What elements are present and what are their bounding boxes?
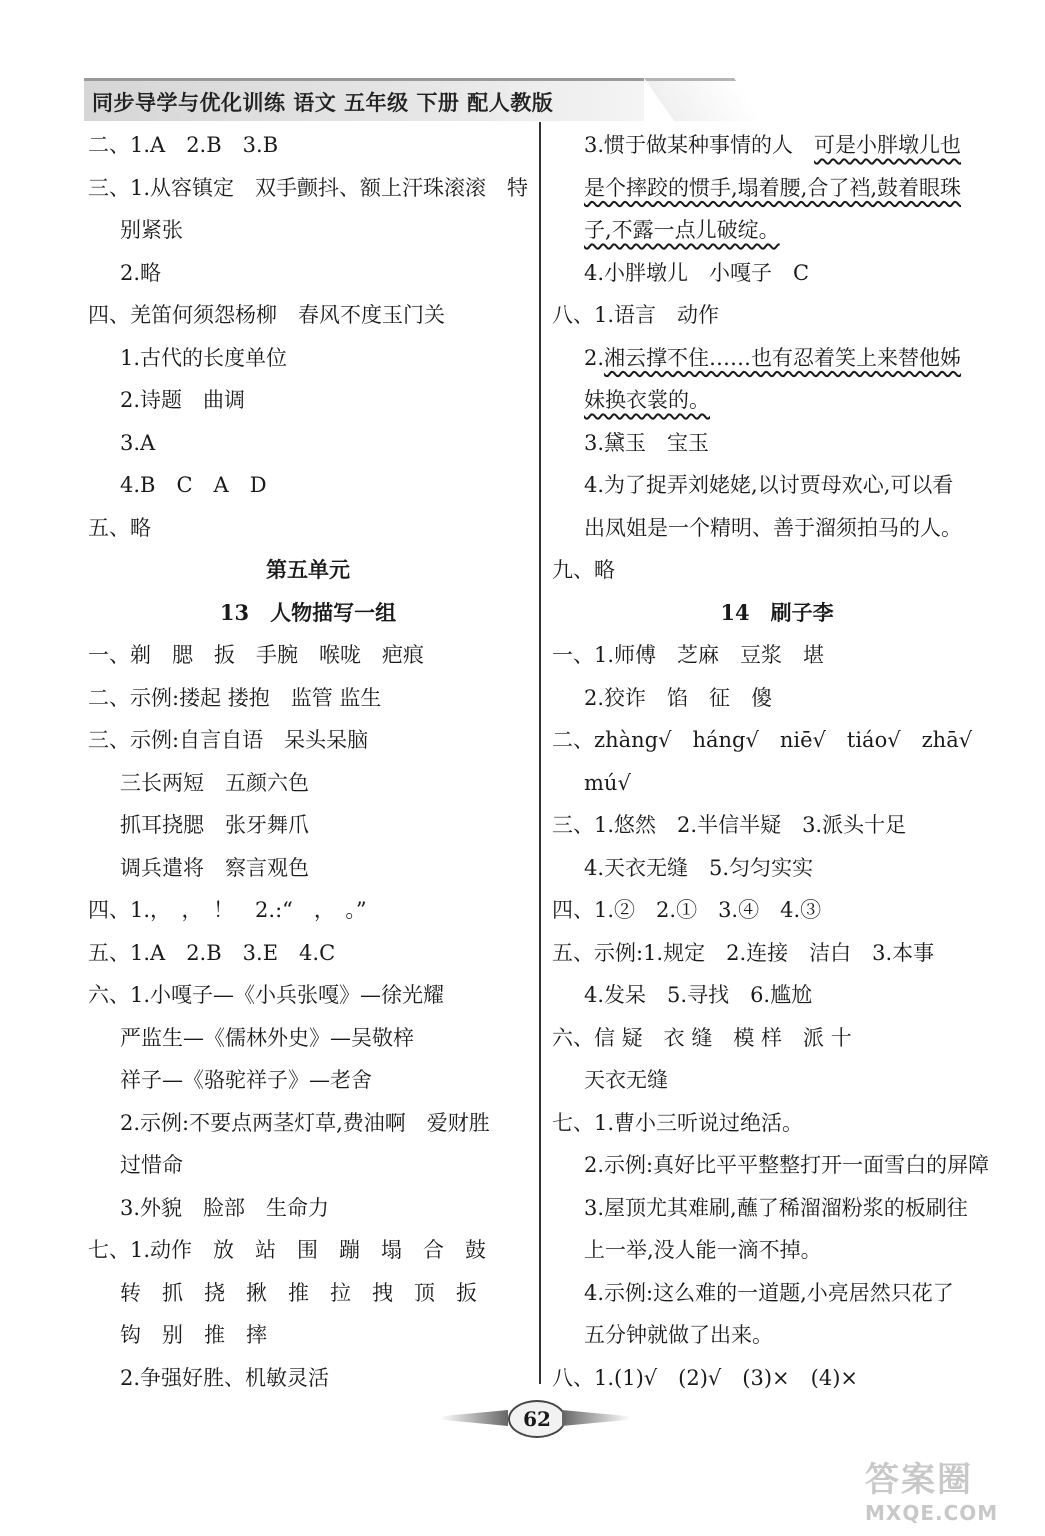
- answer-line: [552, 677, 1002, 720]
- watermark-mark: 答案圈: [865, 1460, 973, 1500]
- answer-line: [88, 719, 528, 762]
- answer-text: 4.B C A D: [120, 473, 267, 497]
- answer-text: 钩 别 推 摔: [120, 1323, 267, 1347]
- underlined-text: 可是小胖墩儿也: [814, 133, 962, 157]
- answer-line: [552, 762, 1002, 805]
- answer-text: 三长两短 五颜六色: [120, 770, 309, 795]
- answer-line: [88, 677, 528, 720]
- answer-text: 2.狡诈 馅 征 傻: [584, 685, 773, 710]
- answer-line: [88, 634, 528, 677]
- answer-text: 2.: [584, 345, 605, 370]
- answer-text: 四、1.， ， ！ 2.:“ ， 。”: [88, 898, 367, 922]
- answer-line: [88, 762, 528, 805]
- answer-text: 3.屋顶尤其难刷,蘸了稀溜溜粉浆的板刷往: [584, 1195, 968, 1220]
- answer-line: [88, 337, 528, 380]
- answer-text: 天衣无缝: [584, 1068, 668, 1092]
- footer-wing-left: [440, 1410, 508, 1426]
- answer-line: [552, 507, 1002, 550]
- answer-text: 三、示例:自言自语 呆头呆脑: [88, 728, 369, 752]
- answer-text: 六、信 疑 衣 缝 模 样 派 十: [552, 1025, 852, 1050]
- answer-text: 四、1.② 2.① 3.④ 4.③: [552, 898, 822, 922]
- answer-text: 二、zhàng√ háng√ niē√ tiáo√ zhā√: [552, 728, 973, 752]
- answer-line: [552, 1272, 1002, 1315]
- answer-line: [88, 1059, 528, 1102]
- answer-text: 五、1.A 2.B 3.E 4.C: [88, 940, 336, 965]
- answer-line: [552, 974, 1002, 1017]
- answer-line: [88, 1357, 528, 1400]
- answer-text: mú√: [584, 770, 631, 795]
- answer-line: [88, 1272, 528, 1315]
- answer-text: 4.小胖墩儿 小嘎子 C: [584, 260, 810, 285]
- answer-text: 3.惯于做某种事情的人: [584, 133, 815, 157]
- answer-line: [552, 889, 1002, 932]
- answer-line: [552, 422, 1002, 465]
- answer-text: 1.古代的长度单位: [120, 345, 288, 370]
- answer-text: 七、1.曹小三听说过绝活。: [552, 1110, 804, 1135]
- answer-text: 出凤姐是一个精明、善于溜须拍马的人。: [584, 515, 962, 540]
- left-column: [88, 124, 528, 1399]
- underlined-text: 子,不露一点儿破绽。: [584, 218, 780, 242]
- answer-line: [552, 549, 1002, 592]
- answer-text: 2.诗题 曲调: [120, 388, 246, 412]
- answer-line: [88, 167, 528, 210]
- page-footer: [440, 1400, 630, 1440]
- answer-line: [552, 1144, 1002, 1187]
- answer-line: [88, 1314, 528, 1357]
- answer-line: [552, 252, 1002, 295]
- answer-text: 八、1.(1)√ (2)√ (3)× (4)×: [552, 1365, 858, 1390]
- answer-text: 第五单元: [266, 557, 350, 582]
- answer-text: 一、1.师傅 芝麻 豆浆 堪: [552, 643, 825, 667]
- answer-text: 别紧张: [120, 218, 183, 242]
- answer-text: 抓耳挠腮 张牙舞爪: [120, 813, 309, 837]
- answer-text: 2.示例:不要点两茎灯草,费油啊 爱财胜: [120, 1110, 490, 1135]
- answer-line: [88, 1187, 528, 1230]
- answer-line: [88, 252, 528, 295]
- answer-line: [88, 1017, 528, 1060]
- answer-line: [552, 1314, 1002, 1357]
- footer-wing-right: [562, 1410, 630, 1426]
- answer-line: [552, 464, 1002, 507]
- answer-text: 六、1.小嘎子—《小兵张嘎》—徐光耀: [88, 983, 445, 1007]
- underlined-text: 湘云撑不住……也有忍着笑上来替他姊: [604, 345, 962, 370]
- answer-text: 13 人物描写一组: [219, 599, 397, 625]
- answer-line: [552, 209, 1002, 252]
- right-column: [552, 124, 1002, 1399]
- answer-text: 五、略: [88, 515, 151, 540]
- answer-text: 五、示例:1.规定 2.连接 洁白 3.本事: [552, 940, 935, 965]
- answer-text: 祥子—《骆驼祥子》—老舍: [120, 1068, 372, 1092]
- page-header: [84, 78, 644, 121]
- answer-text: 七、1.动作 放 站 围 蹦 塌 合 鼓: [88, 1238, 487, 1262]
- watermark-site: MXQE.COM: [865, 1501, 999, 1525]
- answer-line: [552, 1102, 1002, 1145]
- answer-line: [552, 847, 1002, 890]
- answer-text: 2.争强好胜、机敏灵活: [120, 1365, 330, 1390]
- answer-text: 三、1.悠然 2.半信半疑 3.派头十足: [552, 813, 907, 837]
- page-number: 62: [508, 1400, 566, 1438]
- answer-text: 严监生—《儒林外史》—吴敬梓: [120, 1025, 414, 1050]
- header-title: 同步导学与优化训练 语文 五年级 下册 配人教版: [92, 90, 554, 115]
- answer-text: 14 刷子李: [720, 599, 834, 625]
- underlined-text: 是个摔跤的惯手,塌着腰,合了裆,鼓着眼珠: [584, 175, 962, 200]
- answer-text: 过惜命: [120, 1153, 183, 1177]
- watermark-logo: [865, 1452, 1015, 1525]
- answer-line: [88, 974, 528, 1017]
- answer-text: 二、1.A 2.B 3.B: [88, 133, 279, 157]
- answer-line: [552, 124, 1002, 167]
- answer-line: [88, 507, 528, 550]
- answer-line: [552, 1017, 1002, 1060]
- section-title: [552, 592, 1002, 635]
- answer-text: 调兵遣将 察言观色: [120, 855, 309, 880]
- section-title: [88, 549, 528, 592]
- answer-line: [552, 1187, 1002, 1230]
- answer-line: [88, 847, 528, 890]
- answer-line: [552, 804, 1002, 847]
- answer-text: 九、略: [552, 558, 615, 582]
- answer-text: 2.略: [120, 260, 162, 285]
- answer-line: [88, 804, 528, 847]
- column-divider: [539, 122, 541, 1384]
- answer-text: 上一举,没人能一滴不掉。: [584, 1238, 822, 1262]
- answer-text: 八、1.语言 动作: [552, 303, 720, 327]
- answer-line: [88, 124, 528, 167]
- answer-line: [88, 209, 528, 252]
- answer-text: 3.外貌 脸部 生命力: [120, 1195, 330, 1220]
- answer-line: [88, 464, 528, 507]
- answer-text: 三、1.从容镇定 双手颤抖、额上汗珠滚滚 特: [88, 175, 529, 200]
- answer-text: 四、羌笛何须怨杨柳 春风不度玉门关: [88, 303, 445, 327]
- answer-text: 五分钟就做了出来。: [584, 1323, 773, 1347]
- answer-text: 二、示例:搂起 搂抱 监管 监生: [88, 685, 382, 710]
- section-title: [88, 592, 528, 635]
- answer-line: [88, 1144, 528, 1187]
- answer-text: 3.A: [120, 430, 156, 455]
- answer-line: [552, 1229, 1002, 1272]
- answer-text: 一、剃 腮 扳 手腕 喉咙 疤痕: [88, 643, 424, 667]
- answer-line: [88, 1102, 528, 1145]
- answer-line: [552, 634, 1002, 677]
- answer-line: [552, 719, 1002, 762]
- answer-text: 转 抓 挠 揪 推 拉 拽 顶 扳: [120, 1280, 477, 1305]
- answer-line: [552, 337, 1002, 380]
- answer-line: [552, 1357, 1002, 1400]
- answer-line: [88, 932, 528, 975]
- answer-text: 3.黛玉 宝玉: [584, 430, 710, 455]
- answer-text: 4.示例:这么难的一道题,小亮居然只花了: [584, 1280, 954, 1305]
- answer-text: 4.发呆 5.寻找 6.尴尬: [584, 983, 813, 1007]
- answer-line: [552, 294, 1002, 337]
- answer-line: [552, 1059, 1002, 1102]
- answer-line: [88, 379, 528, 422]
- answer-line: [552, 167, 1002, 210]
- answer-line: [552, 379, 1002, 422]
- answer-text: 4.天衣无缝 5.匀匀实实: [584, 855, 814, 880]
- answer-line: [88, 889, 528, 932]
- answer-line: [88, 422, 528, 465]
- answer-line: [88, 294, 528, 337]
- underlined-text: 妹换衣裳的。: [584, 388, 710, 412]
- answer-line: [552, 932, 1002, 975]
- answer-text: 2.示例:真好比平平整整打开一面雪白的屏障: [584, 1153, 990, 1177]
- answer-line: [88, 1229, 528, 1272]
- header-decoration: [644, 78, 764, 121]
- answer-text: 4.为了捉弄刘姥姥,以讨贾母欢心,可以看: [584, 473, 954, 497]
